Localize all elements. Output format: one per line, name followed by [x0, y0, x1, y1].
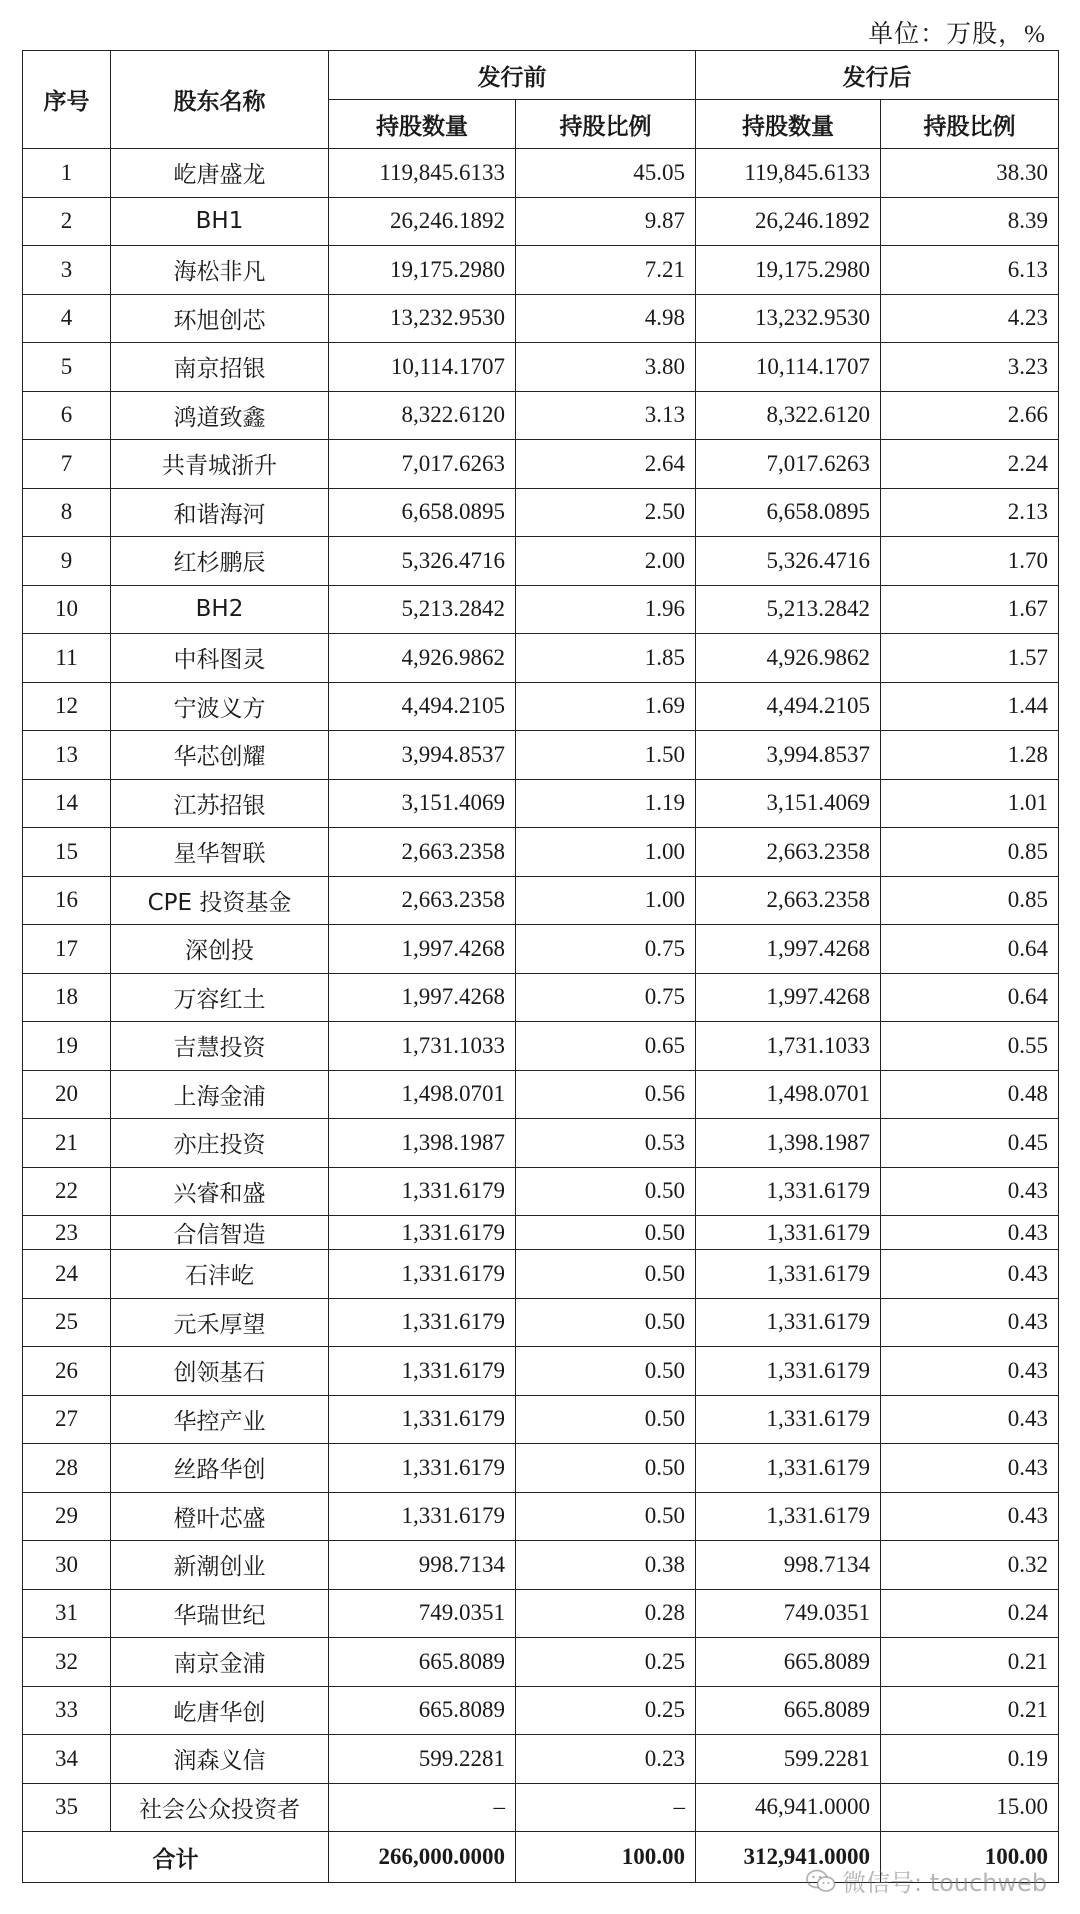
before-shares: 1,398.1987	[329, 1119, 516, 1168]
table-row	[23, 585, 1059, 634]
before-shares: 8,322.6120	[329, 391, 516, 440]
after-ratio: 1.57	[881, 634, 1059, 683]
after-shares: 1,398.1987	[696, 1119, 881, 1168]
row-index: 20	[23, 1070, 111, 1119]
before-ratio: 0.50	[516, 1167, 696, 1216]
after-ratio: 0.43	[881, 1216, 1059, 1250]
after-shares: 1,331.6179	[696, 1298, 881, 1347]
after-shares: 6,658.0895	[696, 488, 881, 537]
shareholder-name: 红杉鹏辰	[111, 537, 329, 586]
before-ratio: 0.75	[516, 925, 696, 974]
before-shares: 1,331.6179	[329, 1395, 516, 1444]
table-row	[23, 488, 1059, 537]
watermark-text: 微信号: touchweb	[842, 1869, 1048, 1897]
before-ratio: 1.19	[516, 779, 696, 828]
before-shares: 119,845.6133	[329, 149, 516, 198]
before-shares: 1,331.6179	[329, 1216, 516, 1250]
before-ratio: 0.53	[516, 1119, 696, 1168]
after-shares: 749.0351	[696, 1589, 881, 1638]
total-before-ratio: 100.00	[516, 1832, 696, 1883]
shareholder-table	[22, 50, 1059, 1883]
before-ratio: 0.50	[516, 1298, 696, 1347]
table-row	[23, 1395, 1059, 1444]
shareholder-name: 星华智联	[111, 828, 329, 877]
row-index: 18	[23, 973, 111, 1022]
row-index: 7	[23, 440, 111, 489]
after-shares: 4,926.9862	[696, 634, 881, 683]
shareholder-name: 屹唐华创	[111, 1686, 329, 1735]
after-shares: 13,232.9530	[696, 294, 881, 343]
before-shares: 13,232.9530	[329, 294, 516, 343]
after-shares: 1,331.6179	[696, 1347, 881, 1396]
table-row	[23, 1250, 1059, 1299]
total-after-ratio: 100.00	[881, 1832, 1059, 1883]
before-shares: 1,331.6179	[329, 1444, 516, 1493]
shareholder-name: 元禾厚望	[111, 1298, 329, 1347]
table-row	[23, 876, 1059, 925]
before-shares: 6,658.0895	[329, 488, 516, 537]
shareholder-name: 吉慧投资	[111, 1022, 329, 1071]
row-index: 25	[23, 1298, 111, 1347]
before-shares: 3,151.4069	[329, 779, 516, 828]
total-label: 合计	[23, 1832, 329, 1883]
after-ratio: 2.13	[881, 488, 1059, 537]
row-index: 19	[23, 1022, 111, 1071]
row-index: 28	[23, 1444, 111, 1493]
table-row	[23, 149, 1059, 198]
table-row	[23, 391, 1059, 440]
before-ratio: 2.00	[516, 537, 696, 586]
row-index: 6	[23, 391, 111, 440]
after-ratio: 8.39	[881, 197, 1059, 246]
after-shares: 1,331.6179	[696, 1216, 881, 1250]
after-shares: 1,997.4268	[696, 925, 881, 974]
shareholder-name: 万容红土	[111, 973, 329, 1022]
shareholder-name: 宁波义方	[111, 682, 329, 731]
shareholder-name: BH2	[111, 585, 329, 634]
after-ratio: 0.85	[881, 828, 1059, 877]
before-shares: 1,997.4268	[329, 925, 516, 974]
after-ratio: 2.24	[881, 440, 1059, 489]
after-shares: 1,498.0701	[696, 1070, 881, 1119]
before-ratio: 0.50	[516, 1347, 696, 1396]
after-ratio: 0.24	[881, 1589, 1059, 1638]
row-index: 16	[23, 876, 111, 925]
before-ratio: 1.69	[516, 682, 696, 731]
header-name: 股东名称	[111, 51, 329, 149]
row-index: 29	[23, 1492, 111, 1541]
table-row	[23, 1070, 1059, 1119]
shareholder-name: 南京金浦	[111, 1638, 329, 1687]
shareholder-name: 海松非凡	[111, 246, 329, 295]
shareholder-name: 中科图灵	[111, 634, 329, 683]
after-shares: 10,114.1707	[696, 343, 881, 392]
shareholder-name: 润森义信	[111, 1735, 329, 1784]
before-shares: 19,175.2980	[329, 246, 516, 295]
table-row	[23, 1589, 1059, 1638]
after-ratio: 0.21	[881, 1686, 1059, 1735]
after-shares: 1,331.6179	[696, 1444, 881, 1493]
after-ratio: 0.43	[881, 1444, 1059, 1493]
before-ratio: 1.00	[516, 876, 696, 925]
after-ratio: 0.45	[881, 1119, 1059, 1168]
shareholder-name: 新潮创业	[111, 1541, 329, 1590]
after-ratio: 15.00	[881, 1783, 1059, 1832]
shareholder-name: CPE 投资基金	[111, 876, 329, 925]
before-shares: 7,017.6263	[329, 440, 516, 489]
shareholder-name: 和谐海河	[111, 488, 329, 537]
table-row	[23, 1783, 1059, 1832]
after-ratio: 0.32	[881, 1541, 1059, 1590]
before-ratio: 0.25	[516, 1638, 696, 1687]
before-shares: 3,994.8537	[329, 731, 516, 780]
after-shares: 46,941.0000	[696, 1783, 881, 1832]
after-ratio: 4.23	[881, 294, 1059, 343]
before-shares: 1,331.6179	[329, 1347, 516, 1396]
before-ratio: 1.96	[516, 585, 696, 634]
after-ratio: 6.13	[881, 246, 1059, 295]
table-row	[23, 537, 1059, 586]
shareholder-name: 华控产业	[111, 1395, 329, 1444]
row-index: 10	[23, 585, 111, 634]
total-row	[23, 1832, 1059, 1883]
before-shares: 4,926.9862	[329, 634, 516, 683]
after-shares: 1,331.6179	[696, 1250, 881, 1299]
row-index: 4	[23, 294, 111, 343]
shareholder-name: 兴睿和盛	[111, 1167, 329, 1216]
row-index: 1	[23, 149, 111, 198]
header-after-ratio: 持股比例	[881, 100, 1059, 149]
table-row	[23, 1541, 1059, 1590]
after-shares: 7,017.6263	[696, 440, 881, 489]
after-ratio: 0.43	[881, 1395, 1059, 1444]
before-shares: 1,331.6179	[329, 1492, 516, 1541]
after-shares: 998.7134	[696, 1541, 881, 1590]
unit-note: 单位：万股，%	[868, 21, 1046, 48]
before-ratio: 1.00	[516, 828, 696, 877]
before-ratio: 2.50	[516, 488, 696, 537]
after-shares: 119,845.6133	[696, 149, 881, 198]
row-index: 12	[23, 682, 111, 731]
before-ratio: 0.50	[516, 1216, 696, 1250]
after-ratio: 1.28	[881, 731, 1059, 780]
row-index: 26	[23, 1347, 111, 1396]
before-shares: 26,246.1892	[329, 197, 516, 246]
before-ratio: 0.50	[516, 1250, 696, 1299]
after-shares: 1,331.6179	[696, 1492, 881, 1541]
after-shares: 5,326.4716	[696, 537, 881, 586]
total-after-shares: 312,941.0000	[696, 1832, 881, 1883]
before-ratio: 0.75	[516, 973, 696, 1022]
before-shares: 1,331.6179	[329, 1250, 516, 1299]
before-shares: 2,663.2358	[329, 828, 516, 877]
row-index: 9	[23, 537, 111, 586]
before-shares: 749.0351	[329, 1589, 516, 1638]
after-shares: 665.8089	[696, 1638, 881, 1687]
after-shares: 2,663.2358	[696, 828, 881, 877]
before-ratio: 3.80	[516, 343, 696, 392]
table-row	[23, 1686, 1059, 1735]
shareholder-name: 深创投	[111, 925, 329, 974]
before-shares: 10,114.1707	[329, 343, 516, 392]
header-before-shares: 持股数量	[329, 100, 516, 149]
table-row	[23, 634, 1059, 683]
row-index: 21	[23, 1119, 111, 1168]
after-shares: 26,246.1892	[696, 197, 881, 246]
table-row	[23, 1735, 1059, 1784]
row-index: 34	[23, 1735, 111, 1784]
before-ratio: 7.21	[516, 246, 696, 295]
shareholder-name: 合信智造	[111, 1216, 329, 1250]
after-shares: 665.8089	[696, 1686, 881, 1735]
row-index: 33	[23, 1686, 111, 1735]
after-ratio: 0.48	[881, 1070, 1059, 1119]
before-ratio: 3.13	[516, 391, 696, 440]
table-row	[23, 682, 1059, 731]
row-index: 5	[23, 343, 111, 392]
table-row	[23, 731, 1059, 780]
shareholder-name: 鸿道致鑫	[111, 391, 329, 440]
before-ratio: 0.38	[516, 1541, 696, 1590]
row-index: 23	[23, 1216, 111, 1250]
before-ratio: 9.87	[516, 197, 696, 246]
row-index: 35	[23, 1783, 111, 1832]
row-index: 17	[23, 925, 111, 974]
shareholder-name: 石沣屹	[111, 1250, 329, 1299]
before-ratio: 1.50	[516, 731, 696, 780]
row-index: 8	[23, 488, 111, 537]
after-ratio: 0.43	[881, 1167, 1059, 1216]
before-shares: 1,331.6179	[329, 1167, 516, 1216]
before-ratio: 0.50	[516, 1492, 696, 1541]
before-ratio: 4.98	[516, 294, 696, 343]
before-ratio: 0.56	[516, 1070, 696, 1119]
table-row	[23, 828, 1059, 877]
table-row	[23, 1347, 1059, 1396]
after-ratio: 0.64	[881, 973, 1059, 1022]
total-before-shares: 266,000.0000	[329, 1832, 516, 1883]
before-shares: 5,326.4716	[329, 537, 516, 586]
table-row	[23, 1638, 1059, 1687]
after-ratio: 1.70	[881, 537, 1059, 586]
shareholder-name: 橙叶芯盛	[111, 1492, 329, 1541]
shareholder-name: 华芯创耀	[111, 731, 329, 780]
before-shares: 665.8089	[329, 1686, 516, 1735]
after-ratio: 1.67	[881, 585, 1059, 634]
shareholder-name: 共青城浙升	[111, 440, 329, 489]
after-shares: 5,213.2842	[696, 585, 881, 634]
shareholder-name: 创领基石	[111, 1347, 329, 1396]
after-ratio: 2.66	[881, 391, 1059, 440]
before-shares: 1,731.1033	[329, 1022, 516, 1071]
header-index: 序号	[23, 51, 111, 149]
before-shares: 1,331.6179	[329, 1298, 516, 1347]
table-row	[23, 246, 1059, 295]
after-ratio: 0.19	[881, 1735, 1059, 1784]
before-ratio: 2.64	[516, 440, 696, 489]
after-ratio: 0.21	[881, 1638, 1059, 1687]
row-index: 13	[23, 731, 111, 780]
table-row	[23, 1444, 1059, 1493]
table-row	[23, 197, 1059, 246]
row-index: 24	[23, 1250, 111, 1299]
after-ratio: 1.01	[881, 779, 1059, 828]
row-index: 14	[23, 779, 111, 828]
before-ratio: 0.28	[516, 1589, 696, 1638]
before-shares: 2,663.2358	[329, 876, 516, 925]
row-index: 2	[23, 197, 111, 246]
shareholder-name: 上海金浦	[111, 1070, 329, 1119]
row-index: 31	[23, 1589, 111, 1638]
table-row	[23, 925, 1059, 974]
before-shares: 599.2281	[329, 1735, 516, 1784]
before-ratio: 0.50	[516, 1444, 696, 1493]
row-index: 27	[23, 1395, 111, 1444]
table-row	[23, 1022, 1059, 1071]
header-before: 发行前	[329, 51, 696, 100]
after-ratio: 0.43	[881, 1298, 1059, 1347]
after-shares: 2,663.2358	[696, 876, 881, 925]
header-after-shares: 持股数量	[696, 100, 881, 149]
table-row	[23, 973, 1059, 1022]
shareholder-name: 环旭创芯	[111, 294, 329, 343]
before-ratio: 0.50	[516, 1395, 696, 1444]
after-ratio: 1.44	[881, 682, 1059, 731]
row-index: 30	[23, 1541, 111, 1590]
after-ratio: 0.43	[881, 1492, 1059, 1541]
after-ratio: 0.43	[881, 1250, 1059, 1299]
row-index: 32	[23, 1638, 111, 1687]
before-shares: 998.7134	[329, 1541, 516, 1590]
after-shares: 1,731.1033	[696, 1022, 881, 1071]
table-row	[23, 779, 1059, 828]
table-row	[23, 1167, 1059, 1216]
header-before-ratio: 持股比例	[516, 100, 696, 149]
after-ratio: 38.30	[881, 149, 1059, 198]
shareholder-name: 华瑞世纪	[111, 1589, 329, 1638]
after-shares: 1,331.6179	[696, 1395, 881, 1444]
before-shares: 1,498.0701	[329, 1070, 516, 1119]
table-row	[23, 1216, 1059, 1250]
after-shares: 3,151.4069	[696, 779, 881, 828]
before-shares: 4,494.2105	[329, 682, 516, 731]
after-ratio: 3.23	[881, 343, 1059, 392]
after-shares: 1,331.6179	[696, 1167, 881, 1216]
after-shares: 8,322.6120	[696, 391, 881, 440]
before-ratio: 0.25	[516, 1686, 696, 1735]
table-header	[23, 51, 1059, 149]
after-shares: 3,994.8537	[696, 731, 881, 780]
before-ratio: –	[516, 1783, 696, 1832]
after-ratio: 0.85	[881, 876, 1059, 925]
row-index: 3	[23, 246, 111, 295]
after-ratio: 0.43	[881, 1347, 1059, 1396]
table-row	[23, 343, 1059, 392]
table-row	[23, 1492, 1059, 1541]
row-index: 15	[23, 828, 111, 877]
after-shares: 19,175.2980	[696, 246, 881, 295]
shareholder-name: 社会公众投资者	[111, 1783, 329, 1832]
header-after: 发行后	[696, 51, 1059, 100]
shareholder-name: 南京招银	[111, 343, 329, 392]
table-row	[23, 1298, 1059, 1347]
after-ratio: 0.64	[881, 925, 1059, 974]
table-body	[23, 149, 1059, 1832]
before-shares: 5,213.2842	[329, 585, 516, 634]
after-ratio: 0.55	[881, 1022, 1059, 1071]
shareholder-name: 屹唐盛龙	[111, 149, 329, 198]
shareholder-name: 江苏招银	[111, 779, 329, 828]
table-row	[23, 294, 1059, 343]
before-ratio: 0.65	[516, 1022, 696, 1071]
table-row	[23, 1119, 1059, 1168]
row-index: 22	[23, 1167, 111, 1216]
before-shares: 1,997.4268	[329, 973, 516, 1022]
before-ratio: 1.85	[516, 634, 696, 683]
after-shares: 4,494.2105	[696, 682, 881, 731]
before-ratio: 45.05	[516, 149, 696, 198]
shareholder-name: 丝路华创	[111, 1444, 329, 1493]
row-index: 11	[23, 634, 111, 683]
before-ratio: 0.23	[516, 1735, 696, 1784]
after-shares: 1,997.4268	[696, 973, 881, 1022]
before-shares: 665.8089	[329, 1638, 516, 1687]
after-shares: 599.2281	[696, 1735, 881, 1784]
shareholder-name: 亦庄投资	[111, 1119, 329, 1168]
table-row	[23, 440, 1059, 489]
before-shares: –	[329, 1783, 516, 1832]
shareholder-name: BH1	[111, 197, 329, 246]
